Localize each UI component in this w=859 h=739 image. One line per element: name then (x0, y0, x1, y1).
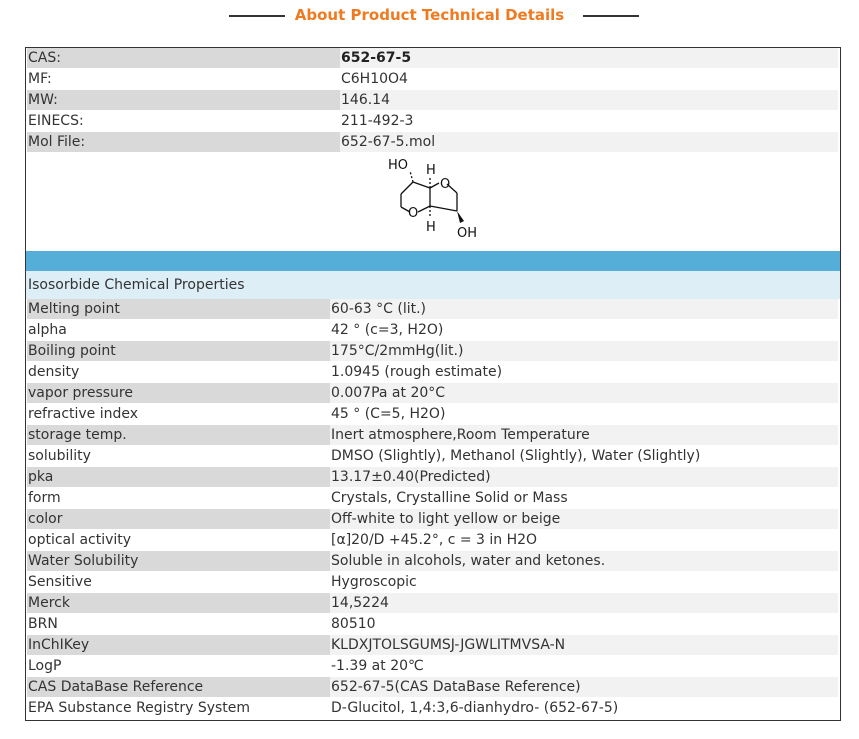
table-row (26, 90, 840, 111)
mol-file-link[interactable]: 652-67-5.mol (340, 132, 838, 152)
row-label: Sensitive (27, 572, 330, 592)
table-row (26, 299, 840, 320)
row-label: solubility (27, 446, 330, 466)
row-value: DMSO (Slightly), Methanol (Slightly), Water (Slightly) (330, 446, 838, 466)
divider-bar (26, 251, 840, 271)
o-right-label: O (440, 177, 451, 192)
heading-title: About Product Technical Details (294, 6, 565, 24)
table-row (26, 572, 840, 593)
basic-info-table (26, 48, 840, 153)
o-left-label: O (408, 206, 419, 221)
row-label: EINECS: (27, 111, 340, 131)
row-value: [α]20/D +45.2°, c = 3 in H2O (330, 530, 838, 550)
table-row (26, 362, 840, 383)
table-row (26, 48, 840, 69)
oh-label: OH (457, 226, 478, 241)
structure-diagram (26, 153, 840, 251)
row-value: 0.007Pa at 20°C (330, 383, 838, 403)
row-label: refractive index (27, 404, 330, 424)
table-row (26, 69, 840, 90)
row-value: 80510 (330, 614, 838, 634)
row-value: 60-63 °C (lit.) (330, 299, 838, 319)
row-value: Crystals, Crystalline Solid or Mass (330, 488, 838, 508)
row-value: 211-492-3 (340, 111, 838, 131)
table-row (26, 509, 840, 530)
table-row (26, 551, 840, 572)
isosorbide-structure-image (384, 155, 484, 251)
row-label: Water Solubility (27, 551, 330, 571)
row-label: color (27, 509, 330, 529)
table-row (26, 488, 840, 509)
row-label: Melting point (27, 299, 330, 319)
row-label: MW: (27, 90, 340, 110)
table-row (26, 614, 840, 635)
row-label: InChIKey (27, 635, 330, 655)
row-value: 13.17±0.40(Predicted) (330, 467, 838, 487)
ho-label: HO (388, 158, 409, 173)
row-value: Inert atmosphere,Room Temperature (330, 425, 838, 445)
table-row (26, 593, 840, 614)
row-label: EPA Substance Registry System (27, 698, 330, 718)
table-row (26, 467, 840, 488)
row-label: pka (27, 467, 330, 487)
row-label: MF: (27, 69, 340, 89)
row-value: 652-67-5(CAS DataBase Reference) (330, 677, 838, 697)
row-value: 1.0945 (rough estimate) (330, 362, 838, 382)
row-label: Mol File: (27, 132, 340, 152)
technical-details-table (25, 47, 841, 721)
row-label: alpha (27, 320, 330, 340)
row-value: 146.14 (340, 90, 838, 110)
section-heading (0, 0, 859, 34)
row-label: Merck (27, 593, 330, 613)
row-value: Hygroscopic (330, 572, 838, 592)
table-row (26, 383, 840, 404)
table-row (26, 320, 840, 341)
row-value: 42 ° (c=3, H2O) (330, 320, 838, 340)
row-label: optical activity (27, 530, 330, 550)
table-row (26, 635, 840, 656)
table-row (26, 698, 840, 719)
table-row (26, 677, 840, 698)
row-label: Boiling point (27, 341, 330, 361)
properties-title: Isosorbide Chemical Properties (26, 271, 840, 299)
row-label: storage temp. (27, 425, 330, 445)
row-label: CAS: (27, 48, 340, 68)
row-value: 175°C/2mmHg(lit.) (330, 341, 838, 361)
row-value: Soluble in alcohols, water and ketones. (330, 551, 838, 571)
properties-table (26, 299, 840, 719)
table-row (26, 111, 840, 132)
row-label: density (27, 362, 330, 382)
row-value: 14,5224 (330, 593, 838, 613)
row-value: -1.39 at 20℃ (330, 656, 838, 676)
h-top-label: H (426, 163, 436, 178)
table-row (26, 341, 840, 362)
table-row (26, 530, 840, 551)
row-label: CAS DataBase Reference (27, 677, 330, 697)
h-bottom-label: H (426, 220, 436, 235)
row-label: form (27, 488, 330, 508)
row-label: vapor pressure (27, 383, 330, 403)
row-label: BRN (27, 614, 330, 634)
row-value: KLDXJTOLSGUMSJ-JGWLITMVSA-N (330, 635, 838, 655)
table-row (26, 656, 840, 677)
table-row (26, 404, 840, 425)
table-row (26, 132, 840, 153)
row-value: 45 ° (C=5, H2O) (330, 404, 838, 424)
row-label: LogP (27, 656, 330, 676)
row-value: D-Glucitol, 1,4:3,6-dianhydro- (652-67-5) (330, 698, 838, 718)
heading-rule-right (583, 15, 639, 17)
row-value: C6H10O4 (340, 69, 838, 89)
table-row (26, 446, 840, 467)
row-value: Off-white to light yellow or beige (330, 509, 838, 529)
cas-number-value: 652-67-5 (340, 48, 838, 68)
table-row (26, 425, 840, 446)
